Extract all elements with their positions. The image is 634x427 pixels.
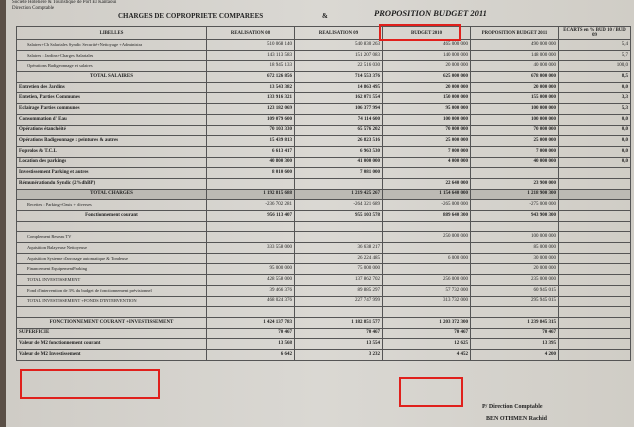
table-row xyxy=(17,136,631,147)
cell-value: 678 000 000 xyxy=(471,72,559,83)
cell-value: 100 000 000 xyxy=(383,114,471,125)
table-row xyxy=(17,211,631,222)
highlight-m2-value-labels xyxy=(20,369,160,399)
table-row xyxy=(17,221,631,232)
cell-value: 40 000 000 xyxy=(471,61,559,72)
cell-value: 100 000 000 xyxy=(471,114,559,125)
cell-value: 490 000 000 xyxy=(471,40,559,51)
row-label: Valeur de M2 Investissement xyxy=(17,349,207,360)
cell-value: 75 000 000 xyxy=(295,264,383,275)
cell-value xyxy=(559,275,631,286)
cell-value xyxy=(207,253,295,264)
cell-value: 6 642 xyxy=(207,349,295,360)
cell-value xyxy=(559,285,631,296)
cell-value: 672 126 856 xyxy=(207,72,295,83)
table-row xyxy=(17,82,631,93)
row-label: Opérations Badigeonnage : peintures & autres xyxy=(17,136,207,147)
cell-value: 95 000 000 xyxy=(383,104,471,115)
table-row xyxy=(17,264,631,275)
cell-value xyxy=(559,296,631,307)
table-row xyxy=(17,72,631,83)
cell-value: 70 000 000 xyxy=(383,125,471,136)
cell-value xyxy=(559,264,631,275)
cell-value xyxy=(295,178,383,189)
column-header: ECARTS en % BUD 10 / BUD 09 xyxy=(559,27,631,40)
row-label: Rémunérationdu Syndic (2%dhBP) xyxy=(17,178,207,189)
cell-value xyxy=(471,168,559,179)
table-header-row xyxy=(17,27,631,40)
cell-value: 6 963 530 xyxy=(295,146,383,157)
cell-value: 889 640 300 xyxy=(383,211,471,222)
cell-value: 20 000 000 xyxy=(471,82,559,93)
cell-value: 65 576 202 xyxy=(295,125,383,136)
budget-title: PROPOSITION BUDGET 2011 xyxy=(374,8,487,18)
cell-value: 123 182 069 xyxy=(207,104,295,115)
cell-value: 57 732 000 xyxy=(383,285,471,296)
cell-value: 227 747 999 xyxy=(295,296,383,307)
row-label: Entretien des Jardins xyxy=(17,82,207,93)
cell-value: 1 218 900 300 xyxy=(471,189,559,200)
column-header: BUDGET 2010 xyxy=(383,27,471,40)
table-row xyxy=(17,93,631,104)
cell-value: 133 916 321 xyxy=(207,93,295,104)
cell-value: 74 114 600 xyxy=(295,114,383,125)
table-row xyxy=(17,285,631,296)
cell-value: 7 000 000 xyxy=(383,146,471,157)
cell-value xyxy=(383,264,471,275)
cell-value: 70 000 000 xyxy=(471,125,559,136)
cell-value xyxy=(383,243,471,254)
cell-value: 0,0 xyxy=(559,114,631,125)
cell-value: 150 000 000 xyxy=(383,93,471,104)
cell-value xyxy=(207,232,295,243)
cell-value: 140 000 000 xyxy=(383,50,471,61)
cell-value: 39 466 376 xyxy=(207,285,295,296)
column-header: LIBELLES xyxy=(17,27,207,40)
cell-value: 20 000 000 xyxy=(383,61,471,72)
cell-value: 3,3 xyxy=(559,93,631,104)
cell-value xyxy=(295,232,383,243)
cell-value: 540 830 263 xyxy=(295,40,383,51)
cell-value: 256 000 000 xyxy=(383,275,471,286)
cell-value xyxy=(383,168,471,179)
cell-value: 6 000 000 xyxy=(383,253,471,264)
cell-value: 5,3 xyxy=(559,104,631,115)
highlight-budget-2010-header xyxy=(379,24,461,41)
cell-value: 70 467 xyxy=(471,328,559,339)
table-row xyxy=(17,243,631,254)
cell-value: 25 000 000 xyxy=(383,136,471,147)
cell-value: 12 625 xyxy=(383,339,471,350)
cell-value: 428 558 000 xyxy=(207,275,295,286)
cell-value: -275 000 000 xyxy=(471,200,559,211)
cell-value: 26 224 485 xyxy=(295,253,383,264)
row-label: FONCTIONNEMENT COURANT +INVESTISSEMENT xyxy=(17,317,207,328)
row-label: Aquisition Balayeuse Nettoyeuse xyxy=(17,243,207,254)
row-label: TOTAL CHARGES xyxy=(17,189,207,200)
cell-value: 625 000 000 xyxy=(383,72,471,83)
row-label: Opérations étanchéité xyxy=(17,125,207,136)
cell-value: 468 024 376 xyxy=(207,296,295,307)
cell-value: 100 000 000 xyxy=(471,104,559,115)
cell-value: 70 467 xyxy=(207,328,295,339)
cell-value xyxy=(207,307,295,318)
cell-value: 295 945 015 xyxy=(471,296,559,307)
cell-value xyxy=(559,317,631,328)
row-label: Foprolos & T.C.L xyxy=(17,146,207,157)
table-row xyxy=(17,40,631,51)
row-label: Complement Reseau TV xyxy=(17,232,207,243)
cell-value: 943 900 300 xyxy=(471,211,559,222)
cell-value: 13 395 xyxy=(471,339,559,350)
table-row xyxy=(17,168,631,179)
table-row xyxy=(17,104,631,115)
cell-value: 0,0 xyxy=(559,157,631,168)
cell-value: -265 000 000 xyxy=(383,200,471,211)
table-row xyxy=(17,275,631,286)
cell-value: 1 154 640 000 xyxy=(383,189,471,200)
cell-value xyxy=(559,253,631,264)
cell-value: 18 945 133 xyxy=(207,61,295,72)
row-label: Recettes : Parking+Oasis + diverses xyxy=(17,200,207,211)
cell-value: 4 452 xyxy=(383,349,471,360)
row-label: Valeur de M2 fonctionnement courant xyxy=(17,339,207,350)
table-row xyxy=(17,157,631,168)
cell-value: 151 207 083 xyxy=(295,50,383,61)
cell-value: 100 000 000 xyxy=(471,232,559,243)
table-row xyxy=(17,339,631,350)
signature-name: BEN OTHMEN Rachid xyxy=(486,416,548,422)
row-label: Investissement Parking et autres xyxy=(17,168,207,179)
table-row xyxy=(17,146,631,157)
cell-value: 7 000 000 xyxy=(471,146,559,157)
cell-value: 40 000 000 xyxy=(471,157,559,168)
cell-value: 13 543 382 xyxy=(207,82,295,93)
cell-value: 20 000 000 xyxy=(383,82,471,93)
row-label: Salaires+Ch Salariales Syndic Securité+Nettoyage +Administra xyxy=(17,40,207,51)
column-header: REALISATION 08 xyxy=(207,27,295,40)
cell-value xyxy=(559,232,631,243)
cell-value: 4 200 xyxy=(471,349,559,360)
cell-value: -264 321 689 xyxy=(295,200,383,211)
document-title: CHARGES DE COPROPRIETE COMPAREES xyxy=(118,12,264,20)
cell-value xyxy=(471,307,559,318)
cell-value: 60 945 015 xyxy=(471,285,559,296)
row-label: SUPERFICIE xyxy=(17,328,207,339)
cell-value: 109 079 600 xyxy=(207,114,295,125)
table-row xyxy=(17,328,631,339)
cell-value: 14 863 495 xyxy=(295,82,383,93)
cell-value: 313 732 000 xyxy=(383,296,471,307)
table-row xyxy=(17,114,631,125)
cell-value: 40 800 300 xyxy=(207,157,295,168)
cell-value: 955 103 578 xyxy=(295,211,383,222)
cell-value: 0,0 xyxy=(559,82,631,93)
cell-value: 1 219 425 267 xyxy=(295,189,383,200)
row-label: Fonctionnement courant xyxy=(17,211,207,222)
row-label xyxy=(17,221,207,232)
cell-value xyxy=(207,178,295,189)
cell-value: 250 000 000 xyxy=(383,232,471,243)
cell-value: 8 010 600 xyxy=(207,168,295,179)
org-department: Direction Comptable xyxy=(12,6,55,11)
highlight-m2-budget-values xyxy=(399,377,463,407)
cell-value: 13 568 xyxy=(207,339,295,350)
title-ampersand: & xyxy=(322,12,328,20)
cell-value xyxy=(559,178,631,189)
cell-value xyxy=(559,168,631,179)
column-header: REALISATION 09 xyxy=(295,27,383,40)
row-label: Consommation d' Eau xyxy=(17,114,207,125)
cell-value xyxy=(471,221,559,232)
cell-value: 155 000 000 xyxy=(471,93,559,104)
cell-value xyxy=(383,221,471,232)
cell-value: 85 000 000 xyxy=(471,243,559,254)
table-row xyxy=(17,125,631,136)
cell-value: 15 439 813 xyxy=(207,136,295,147)
cell-value xyxy=(207,221,295,232)
table-row xyxy=(17,200,631,211)
cell-value xyxy=(559,349,631,360)
cell-value: 1 239 845 315 xyxy=(471,317,559,328)
cell-value: 13 554 xyxy=(295,339,383,350)
cell-value: 89 885 297 xyxy=(295,285,383,296)
cell-value xyxy=(559,200,631,211)
table-row xyxy=(17,178,631,189)
cell-value: 3 232 xyxy=(295,349,383,360)
cell-value: 26 823 516 xyxy=(295,136,383,147)
row-label: Fond d'intervention de 3% du budget de fonctionnement prévisionnel xyxy=(17,285,207,296)
cell-value xyxy=(559,243,631,254)
row-label: TOTAL INVESTISSEMENT +FONDS D'INTERVENTION xyxy=(17,296,207,307)
cell-value: 1 182 851 577 xyxy=(295,317,383,328)
cell-value: 70 103 330 xyxy=(207,125,295,136)
cell-value: 333 558 000 xyxy=(207,243,295,254)
cell-value: 0,0 xyxy=(559,146,631,157)
cell-value: 465 000 000 xyxy=(383,40,471,51)
cell-value: 36 638 217 xyxy=(295,243,383,254)
row-label: Eclairage Parties communes xyxy=(17,104,207,115)
charges-table xyxy=(16,26,631,361)
cell-value: 510 068 140 xyxy=(207,40,295,51)
row-label: TOTAL INVESTISSEMENT xyxy=(17,275,207,286)
cell-value: 8,5 xyxy=(559,72,631,83)
signature-role: P/ Direction Comptable xyxy=(482,404,543,410)
cell-value: -236 702 281 xyxy=(207,200,295,211)
cell-value: 956 113 407 xyxy=(207,211,295,222)
cell-value: 1 203 372 300 xyxy=(383,317,471,328)
cell-value: 5,7 xyxy=(559,50,631,61)
cell-value: 22 640 000 xyxy=(383,178,471,189)
row-label: Opérations Badigeonnage et salaires xyxy=(17,61,207,72)
cell-value: 1 192 815 688 xyxy=(207,189,295,200)
cell-value xyxy=(559,328,631,339)
table-row xyxy=(17,296,631,307)
row-label: Aquisition Systeme d'arrosage automatique & Tondeuse xyxy=(17,253,207,264)
cell-value: 4 000 000 xyxy=(383,157,471,168)
cell-value: 5,4 xyxy=(559,40,631,51)
org-name: Société Hôtelière & Touristique de Port El Kantaoui xyxy=(12,0,117,5)
column-header: PROPOSITION BUDGET 2011 xyxy=(471,27,559,40)
cell-value: 162 071 554 xyxy=(295,93,383,104)
cell-value: 23 900 000 xyxy=(471,178,559,189)
table-row xyxy=(17,253,631,264)
row-label: Financement EquipementParking xyxy=(17,264,207,275)
table-row xyxy=(17,232,631,243)
cell-value xyxy=(295,307,383,318)
table-row xyxy=(17,61,631,72)
cell-value: 70 467 xyxy=(295,328,383,339)
cell-value: 7 081 000 xyxy=(295,168,383,179)
cell-value: 95 000 000 xyxy=(207,264,295,275)
cell-value xyxy=(559,211,631,222)
cell-value: 22 516 030 xyxy=(295,61,383,72)
cell-value xyxy=(559,221,631,232)
cell-value xyxy=(559,189,631,200)
table-row xyxy=(17,349,631,360)
cell-value: 235 000 000 xyxy=(471,275,559,286)
cell-value: 30 000 000 xyxy=(471,253,559,264)
cell-value: 1 424 137 783 xyxy=(207,317,295,328)
cell-value xyxy=(559,307,631,318)
cell-value: 20 000 000 xyxy=(471,264,559,275)
row-label: Location des parkings xyxy=(17,157,207,168)
cell-value xyxy=(559,339,631,350)
table-row xyxy=(17,307,631,318)
cell-value xyxy=(383,307,471,318)
cell-value: 41 000 000 xyxy=(295,157,383,168)
table-row xyxy=(17,317,631,328)
row-label: TOTAL SALAIRES xyxy=(17,72,207,83)
cell-value: 0,0 xyxy=(559,125,631,136)
row-label: Entetien, Parties Communes xyxy=(17,93,207,104)
cell-value xyxy=(295,221,383,232)
cell-value: 148 000 000 xyxy=(471,50,559,61)
cell-value: 106 377 994 xyxy=(295,104,383,115)
cell-value: 100,0 xyxy=(559,61,631,72)
table-row xyxy=(17,189,631,200)
cell-value: 714 553 376 xyxy=(295,72,383,83)
document-page xyxy=(6,0,634,427)
row-label xyxy=(17,307,207,318)
cell-value: 0,0 xyxy=(559,136,631,147)
cell-value: 6 613 417 xyxy=(207,146,295,157)
table-row xyxy=(17,50,631,61)
cell-value: 70 467 xyxy=(383,328,471,339)
cell-value: 25 000 000 xyxy=(471,136,559,147)
cell-value: 137 862 702 xyxy=(295,275,383,286)
row-label: Salaires : Jardins+Charges Salariales xyxy=(17,50,207,61)
cell-value: 143 113 583 xyxy=(207,50,295,61)
